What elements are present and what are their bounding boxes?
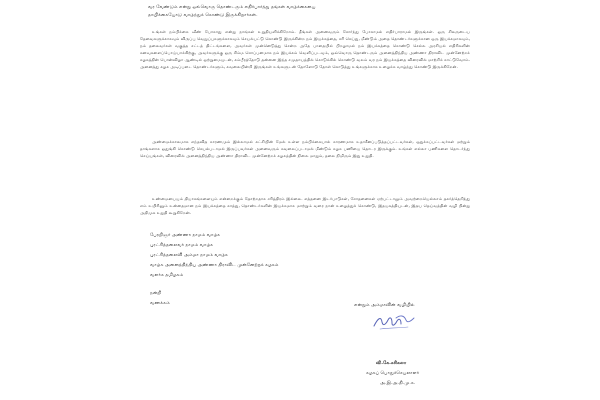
closing-text: என்றும் அம்மாவின் வழியில் [354, 303, 415, 308]
handwritten-signature [372, 312, 416, 332]
greeting-text: வணக்கம் [150, 301, 170, 306]
signature-stroke-1 [374, 318, 401, 326]
signatory-title: கழகப் பொதுச்செயலாளர் [366, 371, 420, 376]
paragraph-1-text: உங்கள் நம்பிக்கை வீண் போகாது என்று நாங்கள் உறுதியளிக்கிறோம். தீங்கள் அனைவரும் சோர்ந்து போகாமல் எதிர்பாராமல் இருங்கள். ஒரு சிலருடைய தேவைகளுக்காகவும் விருப்பு வெறுப்புகளுக்காகவும் செயல்பட்டு கொண்டு இருக்கின்ற நம் இயக்கத்தை, சரி செய்து, மீண்டும் அதை தொண்டர்களுக்கான ஒரு இயக்கமாகவும், நம் தலைவர்கள் வகுத்த சட்டத் திட்டங்களை, அவர்கள் முன்னெடுத்து சென்ற அதே பாதையில் பிறழாமல் நம் இயக்கத்தை கொண்டு செல்ல அரசியல் எதிரிகளின் கனவுகளைப்பொய்யாக்கிற்கு, அவர்களுக்கு ஒரு சிம்ம சொப்பனமாக நம் இயக்கம் வெளிப்படவும், ஒவ்வொரு தொண்டரும் அனைத்திந்திய அண்ணா திராவிட முன்னேற்றக் கழகத்தின் பொன்விழா ஆண்டில் ஒற்றுமையுடன், கம்பீரத்தோடு தன்னை இந்த சமுதாயத்தில் கொடுக்கில் கொண்டு வலம் வர நம் இயக்கத்தை விரைவில் மாற்றிக் காட்டுவோம். அனைத்து கழக அடிப்படை தொண்டர்களும், கவலையின்றி இருங்கள் உங்களுடன் தோளோடு தோள் கொடுத்து உங்களுக்காக உழைக்க வாழ்ந்து கொண்டு இருக்கிறேன். [140, 29, 470, 70]
slogan-2: புரட்சித்தலைவர் நாமம் வாழ்க [150, 243, 214, 248]
letter-page [140, 0, 470, 400]
slogan-1: பேரறிஞர் அண்ணா நாமம் வாழ்க [150, 233, 221, 238]
paragraph-2-text: அண்மைக்காலமாக எந்தவித காரணமும் இல்லாமல் கட்சியின் மேல் உள்ள நம்பிக்கையால் காரணமாக உதாசீனப்படுத்தப்பட்டவர்கள், ஒதுக்கப்பட்டவர்கள் மற்றும் தாங்களாக ஒதுங்கி கொண்டு செயல்படாமல் இருப்பவர்கள் அனைவரும் கவலைப்படாமல் மீண்டும் கழக பணியை தொடர இருக்கும். உங்கள் எல்லா பணிகளை தொடர்ந்து செய்யுங்கள், விரைவில் அனைத்திந்திய அண்ணா திராவிட முன்னேற்றக் கழகத்தின் நிலை மாறும், தலை நிமிரும் இது உறுதி. [140, 139, 470, 159]
slogan-4: வாழ்க அனைத்திந்திய அண்ணா திராவிட முன்னேற்றக் கழகம் [150, 263, 279, 268]
slogan-5: வளர்க தமிழகம் [150, 273, 184, 278]
signatory-org: அ.இ.அ.தி.மு.க. [380, 381, 416, 386]
signature-stroke-3 [380, 327, 408, 329]
paragraph-3-text: உண்மையையும் தியாகங்களையும் என்றைக்கும் தோற்றதாக சரித்திரம் இல்லை. எத்தனை இடர்பாடுகள், சோதனைகள் ஏற்பட்டாலும் அவற்றையெல்லாம் தகர்த்தெறிந்து எம் உயிரினும் உன்னதமான நம் இயக்கத்தை காத்து, தொண்டர்களின் இயக்கமாக மாற்றும் வரை நான் உழைத்துக் கொண்டு, இதயசுத்தியுடன், இதய தெய்வத்தின் வழி நின்று அதிமுக உறுதி கூறுகிறேன். [140, 196, 470, 216]
intro-line-2: தாயிக்கையோடு வாழ்ந்துக் கொண்டு இருக்கிறார்கள். [148, 13, 258, 18]
thanks-text: நன்றி [150, 291, 162, 296]
paragraph-2 [140, 138, 470, 159]
paragraph-3 [140, 195, 470, 216]
slogan-3: புரட்சித்தலைவி அம்மா நாமம் வாழ்க [150, 253, 228, 258]
signatory-name: வி.கே.சசிகலா [376, 361, 407, 366]
intro-line-1: வர வேண்டும் என்று ஒவ்வொரு தொண்டரும் எதிர்பார்த்து தங்கள் வாழ்க்கையை [148, 5, 316, 10]
paragraph-1 [140, 28, 470, 71]
